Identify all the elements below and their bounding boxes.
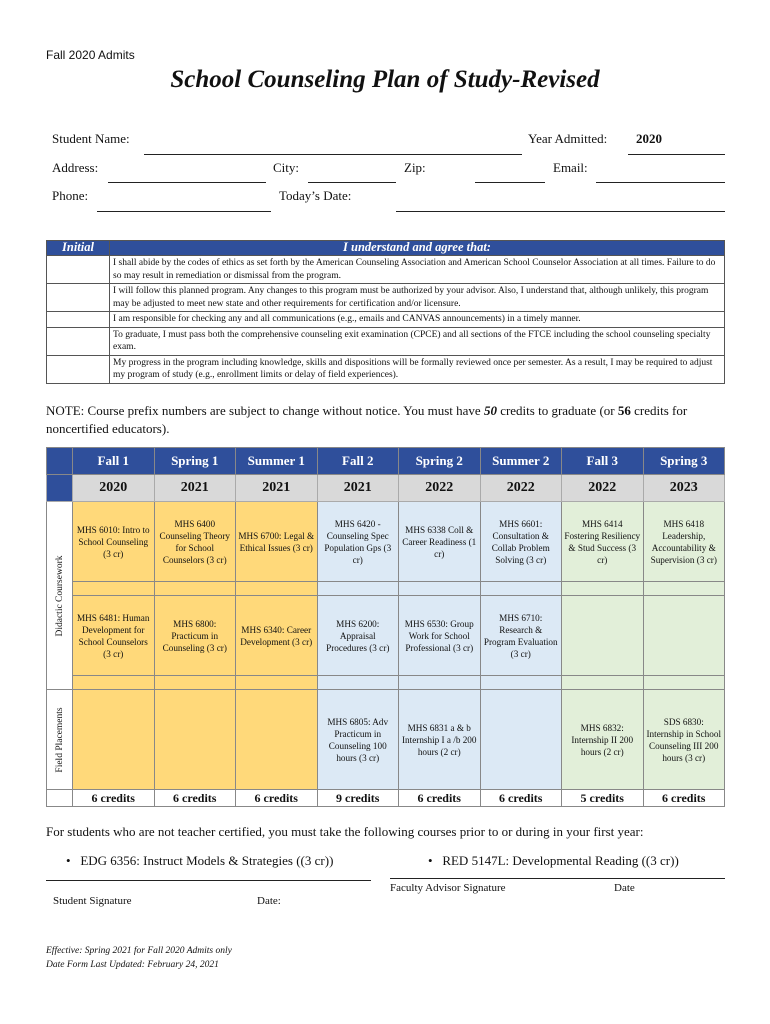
course-cell: MHS 6338 Coll & Career Readiness (1 cr): [399, 502, 481, 582]
agree-header: I understand and agree that:: [110, 241, 725, 256]
course-cell: MHS 6481: Human Development for School Counselors (3 cr): [73, 596, 155, 676]
zip-label: Zip:: [404, 160, 426, 175]
course-cell: SDS 6830: Internship in School Counseling III 200 hours (3 cr): [643, 690, 725, 790]
page-title: School Counseling Plan of Study-Revised: [170, 66, 600, 93]
student-signature-field[interactable]: [46, 880, 371, 881]
year-cell: 2023: [643, 475, 725, 502]
spacer-cell: [562, 582, 644, 596]
year-admitted-label: Year Admitted:: [528, 131, 608, 146]
email-label: Email:: [553, 160, 588, 175]
course-cell: [480, 690, 562, 790]
course-cell: MHS 6831 a & b Internship I a /b 200 hours (2 cr): [399, 690, 481, 790]
address-label: Address:: [52, 160, 99, 175]
year-cell: 2022: [480, 475, 562, 502]
term-header: Fall 2: [317, 448, 399, 475]
todays-date-field[interactable]: [396, 211, 725, 212]
city-field[interactable]: [308, 182, 396, 183]
course-cell: MHS 6805: Adv Practicum in Counseling 100 hours (3 cr): [317, 690, 399, 790]
term-header: Spring 3: [643, 448, 725, 475]
initial-header: Initial: [47, 241, 110, 256]
year-cell: 2022: [562, 475, 644, 502]
address-field[interactable]: [108, 182, 266, 183]
credits-note: [46, 402, 726, 438]
spacer-cell: [317, 582, 399, 596]
spacer-cell: [236, 582, 318, 596]
agreement-item: My progress in the program including knowledge, skills and dispositions will be formally reviewed once per semester. As a result, I may be required to adjust my program of study (e.g., enrollment limits or delay of field experiences).: [110, 355, 725, 383]
student-signature-label: Student Signature: [53, 895, 132, 907]
credits-cell: 6 credits: [643, 790, 725, 807]
effective-note: Effective: Spring 2021 for Fall 2020 Admits only: [46, 946, 232, 956]
course-cell: MHS 6418 Leadership, Accountability & Supervision (3 cr): [643, 502, 725, 582]
note-text: credits for noncertified educators).: [46, 403, 688, 436]
spacer-cell: [73, 676, 155, 690]
credits-cell: 6 credits: [154, 790, 236, 807]
plan-table: [46, 447, 725, 807]
note-text: credits to graduate (or: [496, 403, 618, 418]
credits-cell: 6 credits: [73, 790, 155, 807]
initial-cell[interactable]: [47, 355, 110, 383]
spacer-cell: [317, 676, 399, 690]
bullet-icon: •: [428, 853, 433, 868]
course-cell: [562, 596, 644, 676]
course-cell: MHS 6414 Fostering Resiliency & Stud Success (3 cr): [562, 502, 644, 582]
course-cell: [73, 690, 155, 790]
year-cell: 2021: [236, 475, 318, 502]
year-cell: 2022: [399, 475, 481, 502]
email-field[interactable]: [596, 182, 725, 183]
spacer-cell: [562, 676, 644, 690]
agreement-item: I will follow this planned program. Any changes to this program must be authorized by your advisor. Also, I understand that, although unlikely, this program may be adjusted to meet new state and other requirements for certification and/or licensure.: [110, 284, 725, 312]
course-cell: MHS 6200: Appraisal Procedures (3 cr): [317, 596, 399, 676]
faculty-signature-label: Faculty Advisor Signature: [390, 882, 506, 894]
spacer-cell: [643, 582, 725, 596]
initial-cell[interactable]: [47, 256, 110, 284]
faculty-date-label: Date: [614, 882, 635, 894]
spacer-cell: [154, 676, 236, 690]
noncert-note: For students who are not teacher certified, you must take the following courses prior to or during in your first year:: [46, 824, 644, 839]
course-cell: [154, 690, 236, 790]
credits-cell: 6 credits: [399, 790, 481, 807]
phone-field[interactable]: [97, 211, 271, 212]
spacer-cell: [399, 676, 481, 690]
course-cell: MHS 6601: Consultation & Collab Problem Solving (3 cr): [480, 502, 562, 582]
term-header: Fall 3: [562, 448, 644, 475]
spacer-cell: [480, 676, 562, 690]
year-cell: 2020: [73, 475, 155, 502]
bullet-text: EDG 6356: Instruct Models & Strategies ((3 cr)): [80, 853, 334, 868]
year-admitted-value: 2020: [636, 131, 662, 146]
agreement-table: [46, 240, 725, 384]
bullet-item: [428, 853, 679, 869]
spacer-cell: [236, 676, 318, 690]
note-credits-alt: 56: [617, 403, 631, 418]
agreement-item: To graduate, I must pass both the comprehensive counseling exit examination (CPCE) and all sections of the FTCE including the school counseling specialty exam.: [110, 327, 725, 355]
faculty-signature-field[interactable]: [390, 878, 725, 879]
term-header: Fall 1: [73, 448, 155, 475]
credits-cell: 5 credits: [562, 790, 644, 807]
bullet-icon: •: [66, 853, 71, 868]
course-cell: MHS 6700: Legal & Ethical Issues (3 cr): [236, 502, 318, 582]
student-name-field[interactable]: [144, 154, 522, 155]
year-cell: 2021: [154, 475, 236, 502]
course-cell: MHS 6340: Career Development (3 cr): [236, 596, 318, 676]
note-credits: 50: [483, 403, 497, 418]
corner-cell: [47, 790, 73, 807]
term-header: Summer 1: [236, 448, 318, 475]
initial-cell[interactable]: [47, 312, 110, 328]
student-date-label: Date:: [257, 895, 281, 907]
note-text: NOTE: Course prefix numbers are subject to change without notice. You must have: [46, 403, 484, 418]
field-placements-label: Field Placements: [54, 706, 65, 773]
spacer-cell: [643, 676, 725, 690]
spacer-cell: [399, 582, 481, 596]
corner-cell: [47, 448, 73, 475]
year-admitted-field[interactable]: [628, 154, 725, 155]
course-cell: [643, 596, 725, 676]
course-cell: MHS 6530: Group Work for School Professional (3 cr): [399, 596, 481, 676]
term-header: Spring 1: [154, 448, 236, 475]
bullet-text: RED 5147L: Developmental Reading ((3 cr)): [442, 853, 679, 868]
header-note: Fall 2020 Admits: [46, 48, 135, 62]
course-cell: MHS 6710: Research & Program Evaluation (3 cr): [480, 596, 562, 676]
term-header: Summer 2: [480, 448, 562, 475]
didactic-label: Didactic Coursework: [54, 555, 65, 636]
initial-cell[interactable]: [47, 284, 110, 312]
spacer-cell: [480, 582, 562, 596]
credits-cell: 6 credits: [480, 790, 562, 807]
zip-field[interactable]: [475, 182, 545, 183]
agreement-item: I shall abide by the codes of ethics as set forth by the American Counseling Association and American School Counselor Association at all times. Failure to do so may result in remediation or dismissal from the program.: [110, 256, 725, 284]
spacer-cell: [73, 582, 155, 596]
updated-note: Date Form Last Updated: February 24, 2021: [46, 960, 219, 970]
course-cell: MHS 6832: Internship II 200 hours (2 cr): [562, 690, 644, 790]
year-cell: 2021: [317, 475, 399, 502]
field-label-cell: [47, 690, 73, 790]
credits-cell: 9 credits: [317, 790, 399, 807]
agreement-item: I am responsible for checking any and all communications (e.g., emails and CANVAS announcements) in a timely manner.: [110, 312, 725, 328]
term-header: Spring 2: [399, 448, 481, 475]
todays-date-label: Today’s Date:: [279, 188, 352, 203]
course-cell: MHS 6420 - Counseling Spec Population Gps (3 cr): [317, 502, 399, 582]
initial-cell[interactable]: [47, 327, 110, 355]
course-cell: MHS 6400 Counseling Theory for School Counselors (3 cr): [154, 502, 236, 582]
spacer-cell: [154, 582, 236, 596]
student-name-label: Student Name:: [52, 131, 130, 146]
corner-cell: [47, 475, 73, 502]
course-cell: [236, 690, 318, 790]
course-cell: MHS 6800: Practicum in Counseling (3 cr): [154, 596, 236, 676]
course-cell: MHS 6010: Intro to School Counseling (3 cr): [73, 502, 155, 582]
phone-label: Phone:: [52, 188, 89, 203]
bullet-item: [66, 853, 333, 869]
city-label: City:: [273, 160, 300, 175]
credits-cell: 6 credits: [236, 790, 318, 807]
didactic-label-cell: [47, 502, 73, 690]
